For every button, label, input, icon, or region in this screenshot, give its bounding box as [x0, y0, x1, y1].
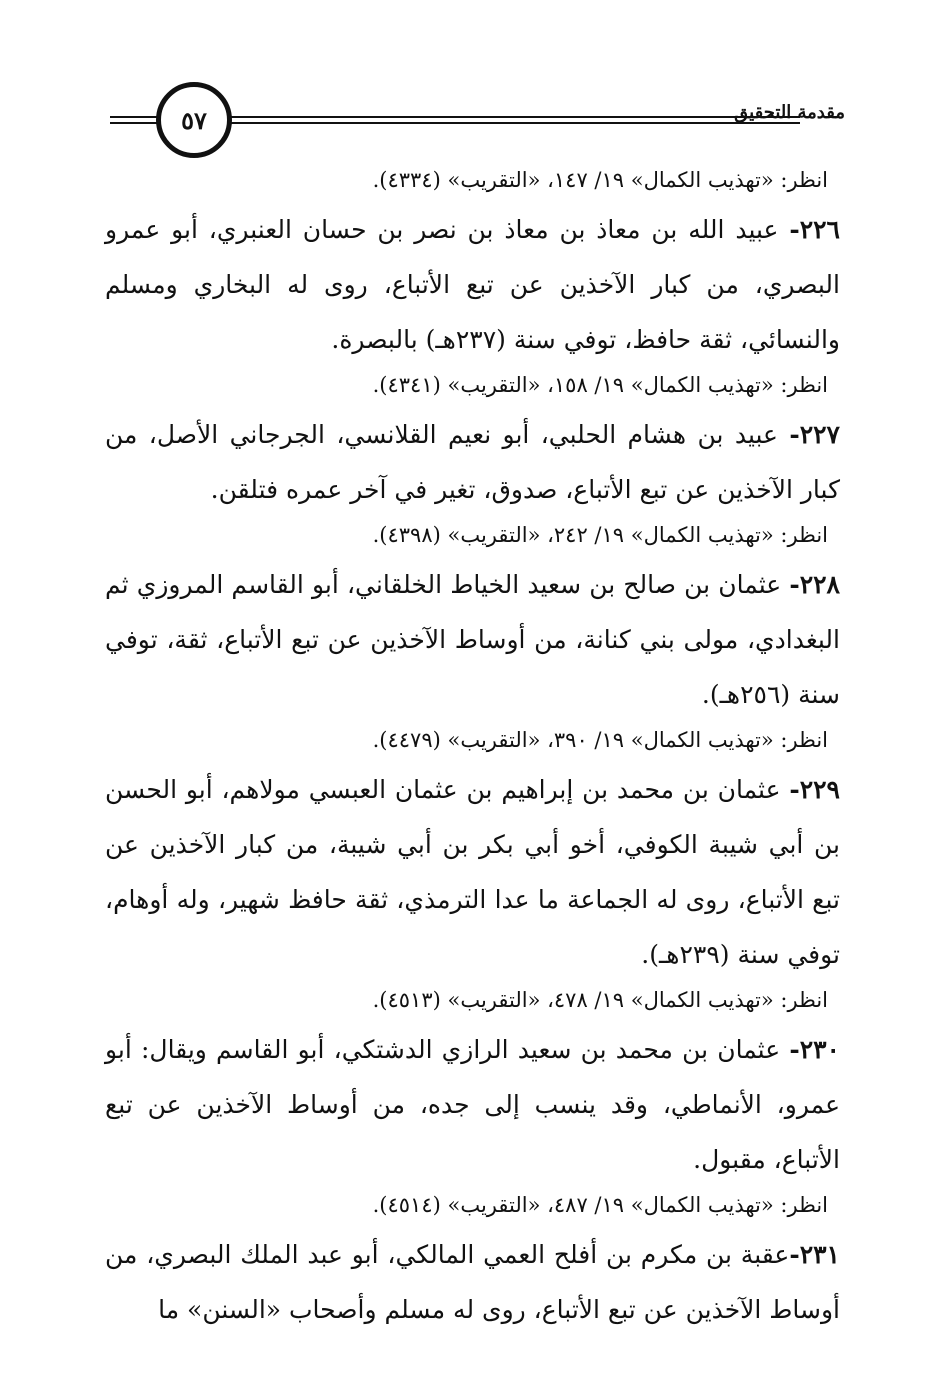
page-body [105, 162, 840, 1337]
biography-entry [105, 557, 840, 722]
reference-line: انظر: «تهذيب الكمال» ١٩/ ٣٩٠، «التقريب» (٤٤٧٩). [372, 728, 828, 752]
reference-line: انظر: «تهذيب الكمال» ١٩/ ١٤٧، «التقريب» (٤٣٣٤). [372, 168, 828, 192]
biography-entry [105, 762, 840, 982]
biography-entry [105, 1022, 840, 1187]
entry-text: عثمان بن صالح بن سعيد الخياط الخلقاني، أبو القاسم المروزي ثم البغدادي، مولى بني كنانة، من أوساط الآخذين عن تبع الأتباع، ثقة، توفي سنة (٢٥٦هـ). [105, 570, 840, 709]
reference-line: انظر: «تهذيب الكمال» ١٩/ ٤٧٨، «التقريب» (٤٥١٣). [372, 988, 828, 1012]
entry-text: عبيد الله بن معاذ بن معاذ بن نصر بن حسان العنبري، أبو عمرو البصري، من كبار الآخذين عن تبع الأتباع، روى له البخاري ومسلم والنسائي، ثقة حافظ، توفي سنة (٢٣٧هـ) بالبصرة. [105, 215, 840, 354]
entry-number: ٢٢٧- [789, 420, 840, 449]
biography-entry [105, 202, 840, 367]
entry-number: ٢٣٠- [789, 1035, 840, 1064]
header-rule-left-bottom [110, 122, 160, 124]
reference-line: انظر: «تهذيب الكمال» ١٩/ ١٥٨، «التقريب» (٤٣٤١). [372, 373, 828, 397]
page-header [110, 82, 845, 172]
entry-number: ٢٣١- [789, 1240, 840, 1269]
entry-text: عقبة بن مكرم بن أفلح العمي المالكي، أبو عبد الملك البصري، من أوساط الآخذين عن تبع الأتباع، روى له مسلم وأصحاب «السنن» ما [105, 1240, 840, 1324]
page-number: ٥٧ [181, 105, 207, 135]
entry-text: عبيد بن هشام الحلبي، أبو نعيم القلانسي، الجرجاني الأصل، من كبار الآخذين عن تبع الأتباع، صدوق، تغير في آخر عمره فتلقن. [105, 420, 840, 504]
header-rule-left-top [110, 116, 160, 118]
entry-text: عثمان بن محمد بن إبراهيم بن عثمان العبسي مولاهم، أبو الحسن بن أبي شيبة الكوفي، أخو أبي بكر بن أبي شيبة، من كبار الآخذين عن تبع الأتباع، روى له الجماعة ما عدا الترمذي، ثقة حافظ شهير، وله أوهام، توفي سنة (٢٣٩هـ). [105, 775, 840, 969]
header-rule-right-top [230, 116, 800, 118]
entry-number: ٢٢٨- [789, 570, 840, 599]
entry-number: ٢٢٦- [789, 215, 840, 244]
biography-entry [105, 1227, 840, 1337]
header-rule-right-bottom [230, 122, 800, 124]
entry-text: عثمان بن محمد بن سعيد الرازي الدشتكي، أبو القاسم ويقال: أبو عمرو، الأنماطي، وقد ينسب إلى جده، من أوساط الآخذين عن تبع الأتباع، مقبول. [105, 1035, 840, 1174]
running-title: مقدمة التحقيق [734, 102, 845, 123]
biography-entry [105, 407, 840, 517]
page-number-badge [156, 82, 232, 158]
reference-line: انظر: «تهذيب الكمال» ١٩/ ٤٨٧، «التقريب» (٤٥١٤). [372, 1193, 828, 1217]
reference-line: انظر: «تهذيب الكمال» ١٩/ ٢٤٢، «التقريب» (٤٣٩٨). [372, 523, 828, 547]
entry-number: ٢٢٩- [789, 775, 840, 804]
